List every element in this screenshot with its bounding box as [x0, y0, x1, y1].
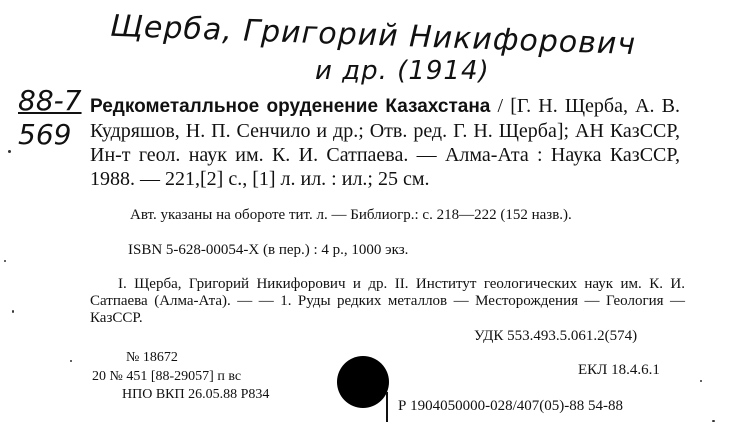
- card-number: № 18672: [126, 350, 178, 365]
- authors-note: Авт. указаны на обороте тит. л. — Библиогр.: с. 218—222 (152 назв.).: [130, 207, 572, 223]
- noise-speck: [70, 360, 72, 362]
- price-divider: [386, 392, 388, 422]
- isbn-line: ISBN 5-628-00054-X (в пер.) : 4 р., 1000 экз.: [128, 242, 409, 258]
- punch-hole: [337, 356, 389, 408]
- handwritten-year: и др. (1914): [315, 56, 490, 86]
- price-code: Р 1904050000-028/407(05)-88 54-88: [398, 398, 623, 414]
- handwritten-author: Щерба, Григорий Никифорович: [109, 8, 637, 63]
- shelfmark-top: 88-7: [18, 84, 82, 117]
- noise-speck: [12, 310, 14, 313]
- noise-speck: [700, 380, 702, 382]
- record-body: / [Г. Н. Щерба, А. В. Кудряшов, Н. П. Сенчило и др.; Отв. ред. Г. Н. Щерба]; АН КазССР, Ин-т геол. наук им. К. И. Сатпаева. — Алма-Ата : Наука КазССР, 1988. — 221,[2] с., [1] л. ил. : ил.; 25 см.: [90, 95, 681, 190]
- record-title: Редкометалльное оруденение Казахстана: [90, 96, 491, 117]
- noise-speck: [8, 150, 11, 153]
- noise-speck: [712, 420, 715, 422]
- bibliographic-description: [90, 94, 680, 191]
- subject-tracing: I. Щерба, Григорий Никифорович и др. II. Институт геологических наук им. К. И. Сатпаева (Алма-Ата). — — 1. Руды редких металлов — Месторождения — Геология — КазССР.: [90, 276, 685, 326]
- press-line: НПО ВКП 26.05.88 Р834: [122, 387, 270, 402]
- noise-speck: [4, 260, 6, 262]
- udk-code: УДК 553.493.5.061.2(574): [474, 328, 638, 344]
- ekl-code: ЕКЛ 18.4.6.1: [578, 362, 660, 378]
- shelfmark-bottom: 569: [18, 118, 72, 151]
- order-line: 20 № 451 [88-29057] п вс: [92, 369, 242, 384]
